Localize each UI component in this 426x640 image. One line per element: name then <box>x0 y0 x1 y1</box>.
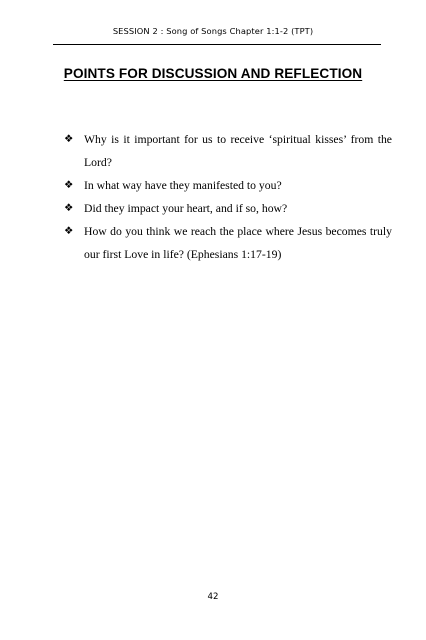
diamond-bullet-icon: ❖ <box>64 133 74 145</box>
diamond-bullet-icon: ❖ <box>64 179 74 191</box>
question-text: Why is it important for us to receive ‘spiritual kisses’ from the Lord? <box>84 133 392 169</box>
page-number: 42 <box>207 592 219 602</box>
list-item <box>64 197 392 220</box>
list-item <box>64 128 392 174</box>
diamond-bullet-icon: ❖ <box>64 202 74 214</box>
header-divider <box>53 44 381 45</box>
list-item <box>64 220 392 266</box>
list-item <box>64 174 392 197</box>
running-header: SESSION 2 : Song of Songs Chapter 1:1-2 (TPT) <box>112 26 314 36</box>
question-text: In what way have they manifested to you? <box>84 179 282 192</box>
discussion-question-list <box>64 128 392 266</box>
question-text: Did they impact your heart, and if so, how? <box>84 202 288 215</box>
diamond-bullet-icon: ❖ <box>64 225 74 237</box>
section-heading: POINTS FOR DISCUSSION AND REFLECTION <box>63 66 363 81</box>
question-text: How do you think we reach the place where Jesus becomes truly our first Love in life? (Ephesians 1:17-19) <box>84 225 392 261</box>
